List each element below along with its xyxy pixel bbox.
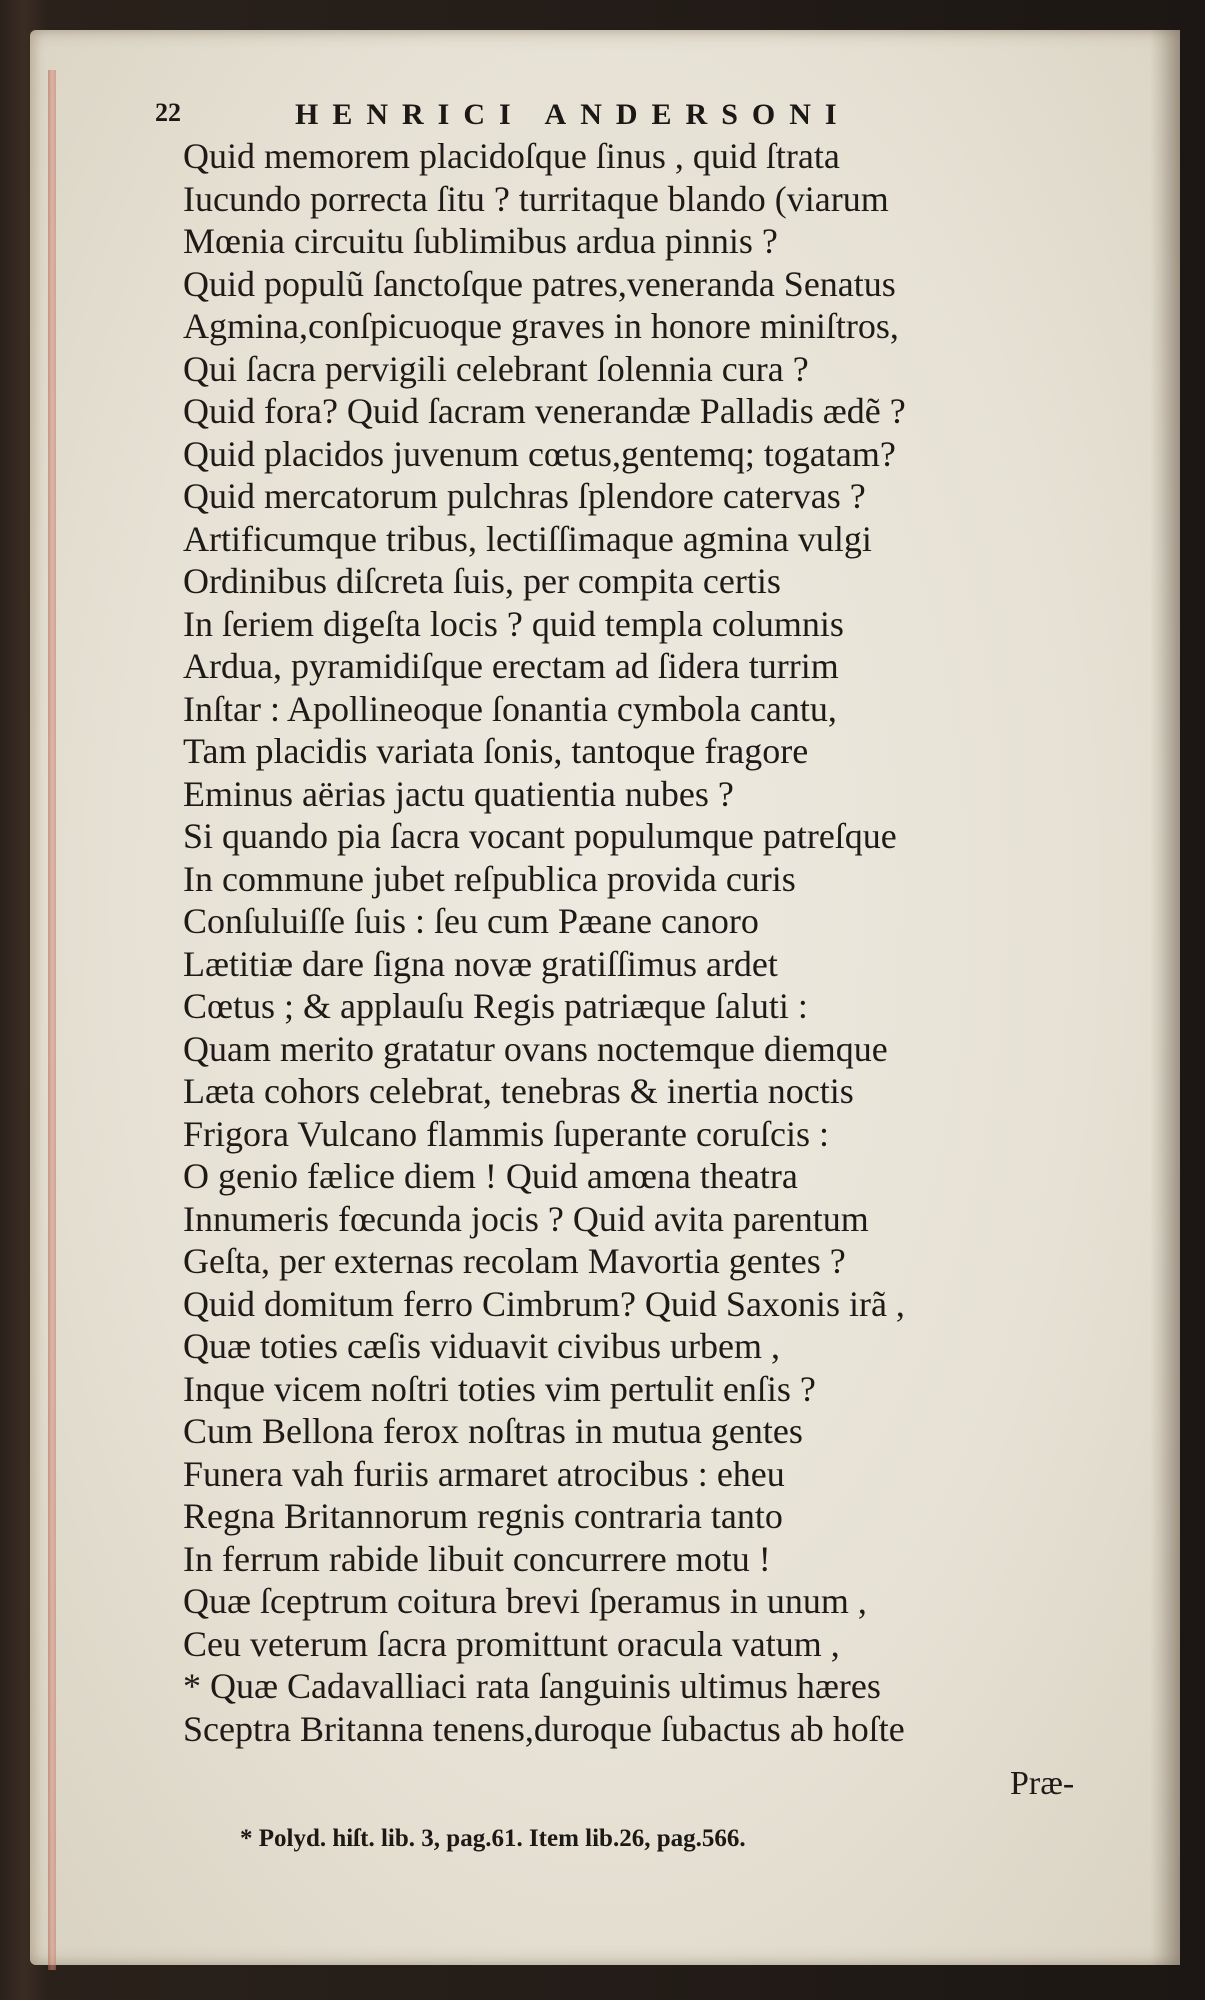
verse-line: Læta cohors celebrat, tenebras & inertia noctis [183,1071,854,1111]
verse-line: Regna Britannorum regnis contraria tanto [183,1496,783,1536]
verse-line: Ordinibus diſcreta ſuis, per compita certis [183,561,781,601]
poem-text [183,135,1118,1750]
verse-line: * Quæ Cadavalliaci rata ſanguinis ultimus hæres [183,1666,881,1706]
verse-line: Inſtar : Apollineoque ſonantia cymbola cantu, [183,688,837,729]
verse-line: Quid fora? Quid ſacram venerandæ Palladis ædẽ ? [183,391,906,431]
verse-line: In commune jubet reſpublica provida curis [183,858,796,899]
page-edge [48,70,56,1970]
verse-line: Conſuluiſſe ſuis : ſeu cum Pæane canoro [183,901,759,941]
verse-line: Quæ toties cæſis viduavit civibus urbem , [183,1326,780,1366]
verse-line: Qui ſacra pervigili celebrant ſolennia cura ? [183,348,809,389]
verse-line: Quæ ſceptrum coitura brevi ſperamus in unum , [183,1581,867,1621]
verse-line: O genio fælice diem ! Quid amœna theatra [183,1156,798,1196]
verse-line: Sceptra Britanna tenens,duroque ſubactus ab hoſte [183,1708,905,1749]
verse-line: Ceu veterum ſacra promittunt oracula vatum , [183,1623,840,1664]
verse-line: Geſta, per externas recolam Mavortia gentes ? [183,1241,846,1281]
verse-line: Inque vicem noſtri toties vim pertulit enſis ? [183,1368,816,1409]
verse-line: Lætitiæ dare ſigna novæ gratiſſimus ardet [183,943,778,984]
verse-line: Si quando pia ſacra vocant populumque patreſque [183,816,897,856]
verse-line: Agmina,conſpicuoque graves in honore miniſtros, [183,306,899,346]
verse-line: Cœtus ; & applauſu Regis patriæque ſaluti : [183,986,808,1026]
verse-line: Quid memorem placidoſque ſinus , quid ſtrata [183,136,840,176]
verse-line: Innumeris fœcunda jocis ? Quid avita parentum [183,1198,869,1239]
verse-line: Tam placidis variata ſonis, tantoque fragore [183,731,809,771]
verse-line: Eminus aërias jactu quatientia nubes ? [183,773,734,814]
running-head [155,98,975,138]
verse-line: In ſeriem digeſta locis ? quid templa columnis [183,603,844,644]
verse-line: Quam merito gratatur ovans noctemque diemque [183,1028,888,1069]
verse-line: Quid placidos juvenum cœtus,gentemq; togatam? [183,433,896,474]
running-title: HENRICI ANDERSONI [295,98,851,131]
verse-line: Frigora Vulcano flammis ſuperante coruſcis : [183,1113,829,1154]
verse-line: Ardua, pyramidiſque erectam ad ſidera turrim [183,646,839,686]
verse-line: In ferrum rabide libuit concurrere motu ! [183,1538,771,1579]
gutter-shadow [1150,30,1180,1965]
verse-line: Funera vah furiis armaret atrocibus : eheu [183,1453,785,1494]
footnote: * Polyd. hiſt. lib. 3, pag.61. Item lib.26, pag.566. [240,1825,746,1852]
catchword: Præ- [1010,1765,1075,1802]
verse-line: Quid mercatorum pulchras ſplendore catervas ? [183,476,866,516]
verse-line: Cum Bellona ferox noſtras in mutua gentes [183,1411,803,1451]
verse-line: Quid populũ ſanctoſque patres,veneranda Senatus [183,263,896,304]
verse-line: Artificumque tribus, lectiſſimaque agmina vulgi [183,518,872,559]
verse-line: Mœnia circuitu ſublimibus ardua pinnis ? [183,221,778,261]
verse-line: Iucundo porrecta ſitu ? turritaque blando (viarum [183,178,889,219]
page-number: 22 [155,98,181,127]
verse-line: Quid domitum ferro Cimbrum? Quid Saxonis irã , [183,1283,905,1324]
